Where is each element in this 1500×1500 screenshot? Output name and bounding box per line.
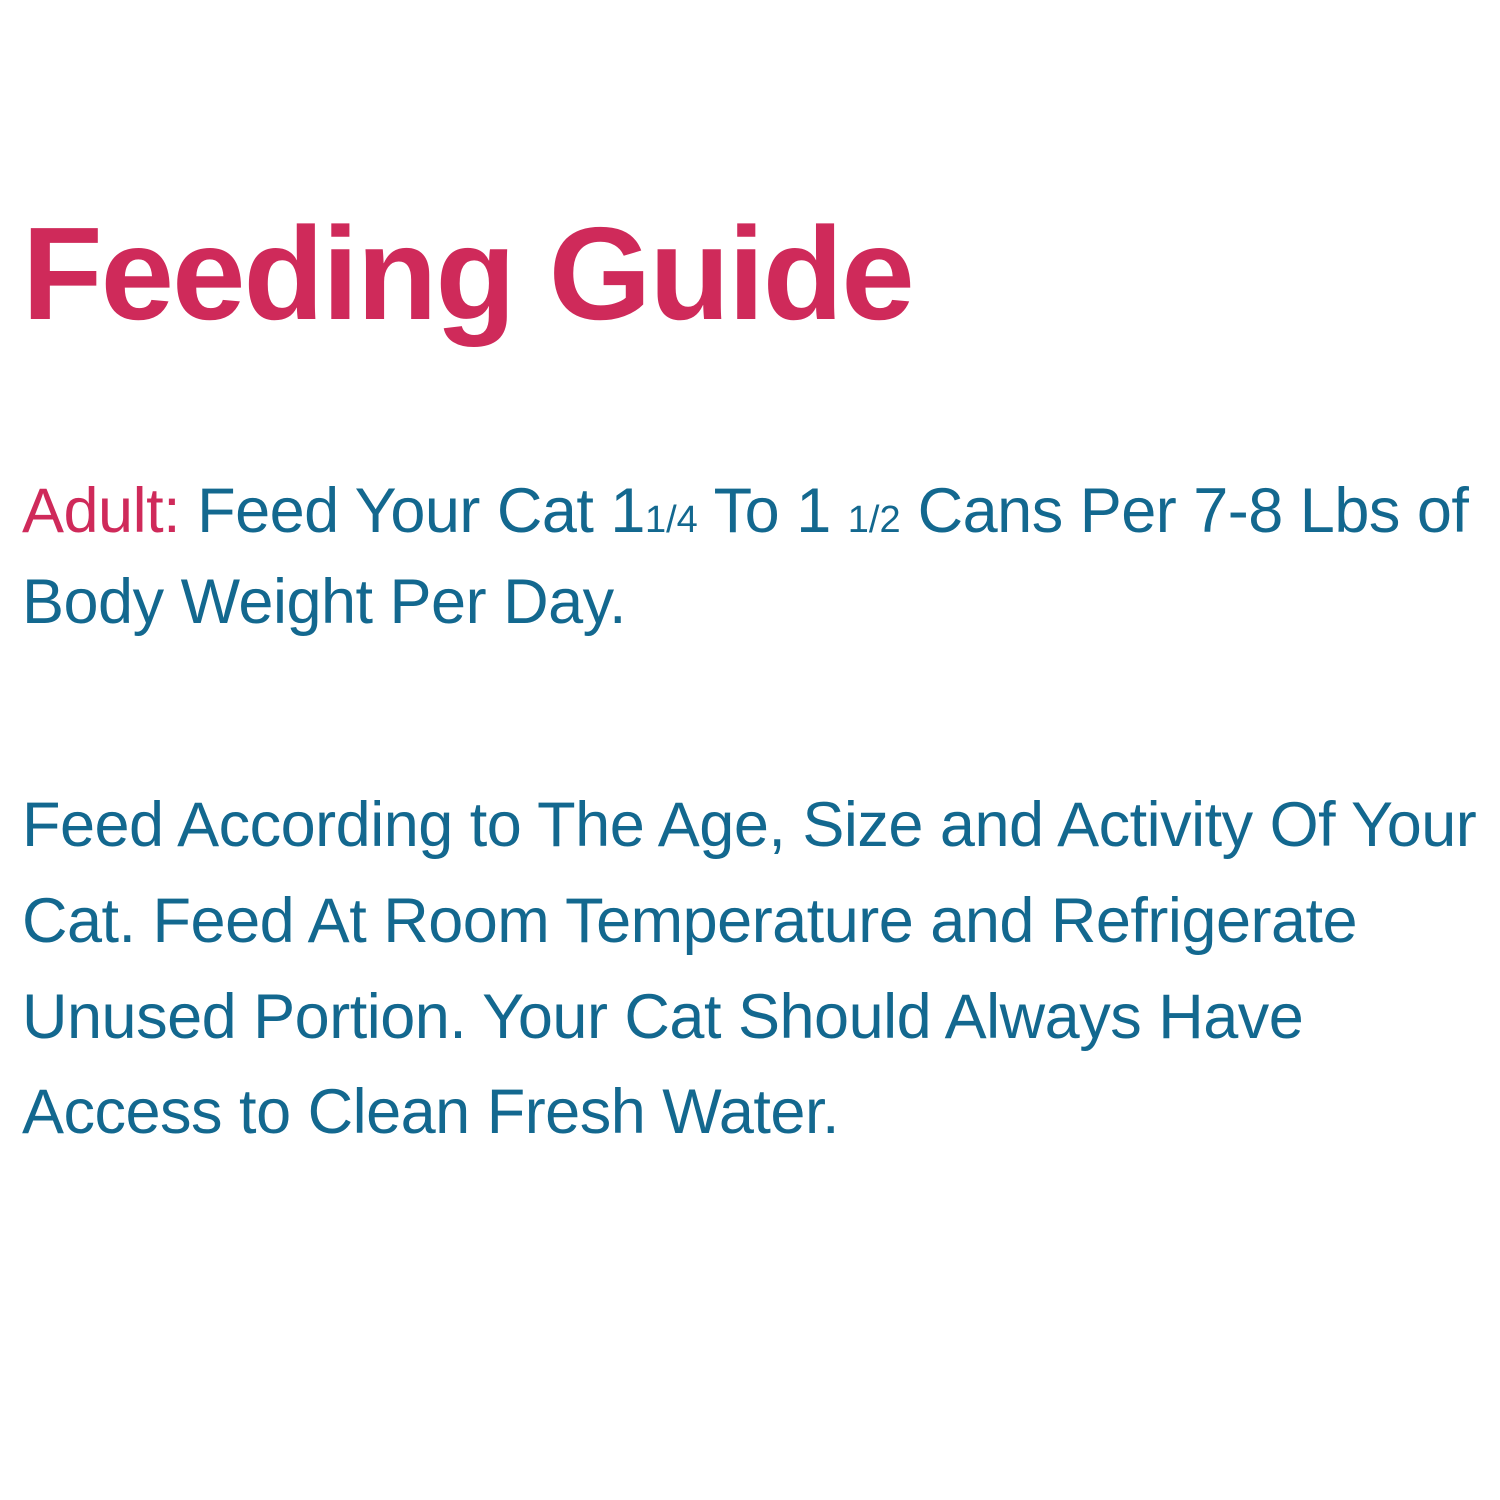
adult-label: Adult: bbox=[22, 476, 181, 546]
adult-text-between-fractions: To 1 bbox=[713, 476, 831, 546]
fraction-one-quarter: 1/4 bbox=[644, 499, 698, 541]
general-instructions-paragraph: Feed According to The Age, Size and Activity Of Your Cat. Feed At Room Temperature and Refrigerate Unused Portion. Your Cat Should Always Have Access to Clean Fresh Water. bbox=[22, 790, 1477, 1148]
adult-text-after-fractions: Cans Per 7-8 Lbs of Body Weight Per Day. bbox=[22, 476, 1469, 637]
fraction-one-half: 1/2 bbox=[847, 499, 901, 541]
adult-text-before-first-fraction: Feed Your Cat 1 bbox=[197, 476, 645, 546]
page-title: Feeding Guide bbox=[22, 200, 913, 347]
adult-feeding-paragraph bbox=[22, 466, 1480, 647]
